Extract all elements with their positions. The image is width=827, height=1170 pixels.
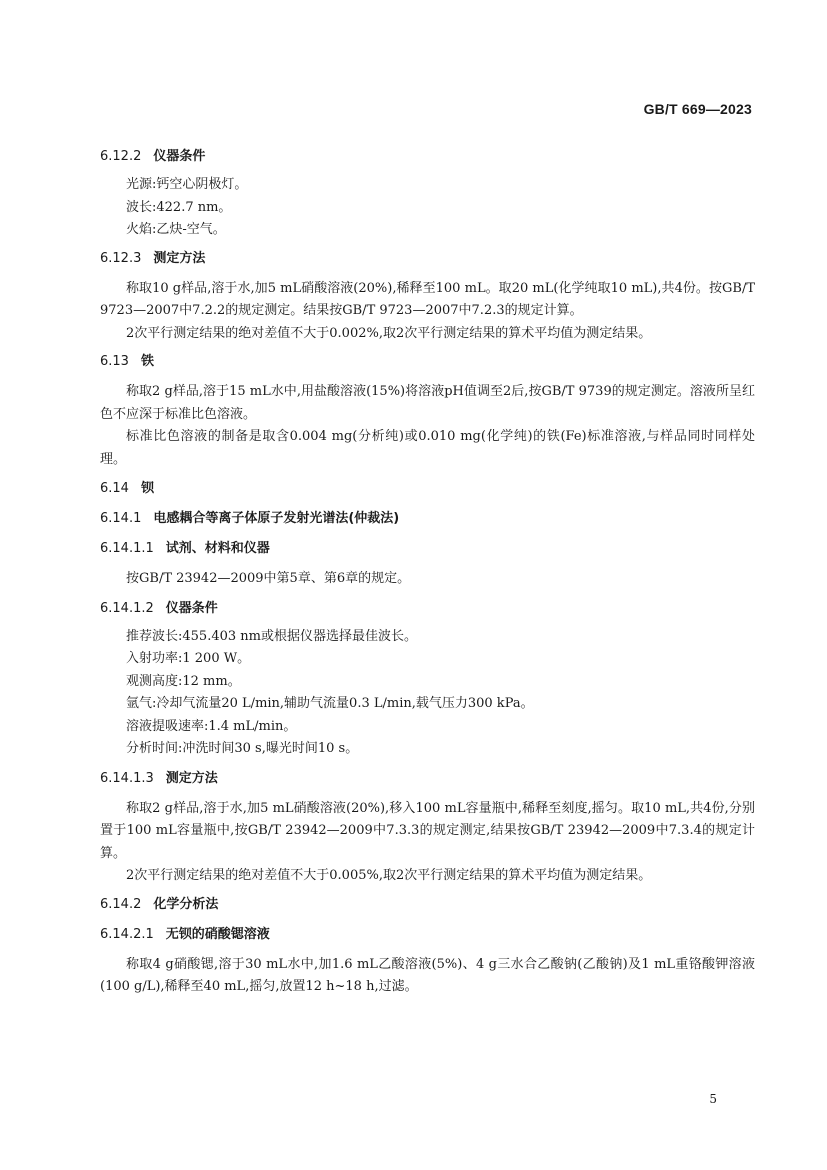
section-title: 铁 [140, 354, 154, 369]
section-heading [100, 248, 755, 270]
text-line: 推荐波长:455.403 nm或根据仪器选择最佳波长。 [126, 628, 417, 644]
section-number: 6.14.1.1 [100, 541, 154, 556]
paragraph: 标准比色溶液的制备是取含0.004 mg(分析纯)或0.010 mg(化学纯)的铁(Fe)标准溶液,与样品同时同样处理。 [100, 429, 755, 467]
section-heading [100, 508, 755, 530]
paragraph: 称取2 g样品,溶于水,加5 mL硝酸溶液(20%),移入100 mL容量瓶中,稀释至刻度,摇匀。取10 mL,共4份,分别置于100 mL容量瓶中,按GB/T 23942—2009中7.3.3的规定测定,结果按GB/T 23942—2009中7.3.4的规定计算。 [100, 800, 755, 861]
section-heading [100, 768, 755, 790]
text-line: 光源:钙空心阴极灯。 [126, 177, 248, 192]
section-number: 6.13 [100, 354, 129, 369]
section-heading [100, 351, 755, 373]
paragraph: 2次平行测定结果的绝对差值不大于0.002%,取2次平行测定结果的算术平均值为测定结果。 [126, 325, 652, 341]
section-heading [100, 538, 755, 560]
section-heading [100, 146, 755, 168]
section-heading [100, 924, 755, 946]
section-title: 电感耦合等离子体原子发射光谱法(仲裁法) [153, 511, 400, 526]
section-title: 测定方法 [165, 770, 218, 786]
text-line: 观测高度:12 mm。 [126, 673, 241, 689]
section-number: 6.14.1.3 [100, 770, 154, 786]
section-number: 6.14.2 [100, 896, 142, 912]
paragraph: 称取10 g样品,溶于水,加5 mL硝酸溶液(20%),稀释至100 mL。取20 mL(化学纯取10 mL),共4份。按GB/T 9723—2007中7.2.2的规定测定。结果按GB/T 9723—2007中7.2.3的规定计算。 [100, 280, 755, 318]
text-line: 分析时间:冲洗时间30 s,曝光时间10 s。 [126, 741, 359, 756]
section-title: 仪器条件 [165, 600, 218, 616]
text-line: 火焰:乙炔-空气。 [126, 222, 226, 237]
section-title: 试剂、材料和仪器 [165, 541, 270, 556]
section-title: 测定方法 [153, 250, 206, 266]
section-number: 6.14.2.1 [100, 926, 154, 942]
section-title: 钡 [140, 481, 154, 496]
section-heading [100, 478, 755, 500]
paragraph: 称取2 g样品,溶于15 mL水中,用盐酸溶液(15%)将溶液pH值调至2后,按GB/T 9739的规定测定。溶液所呈红色不应深于标准比色溶液。 [100, 384, 755, 422]
section-heading [100, 598, 755, 620]
section-title: 化学分析法 [153, 896, 219, 912]
text-line: 氩气:冷却气流量20 L/min,辅助气流量0.3 L/min,载气压力300 kPa。 [126, 696, 534, 711]
section-number: 6.14 [100, 481, 129, 496]
paragraph: 2次平行测定结果的绝对差值不大于0.005%,取2次平行测定结果的算术平均值为测定结果。 [126, 868, 652, 883]
text-line: 入射功率:1 200 W。 [126, 651, 251, 666]
text-line: 波长:422.7 nm。 [126, 199, 232, 215]
section-number: 6.12.3 [100, 250, 142, 266]
section-number: 6.14.1.2 [100, 600, 154, 616]
text-line: 溶液提吸速率:1.4 mL/min。 [126, 718, 297, 734]
section-title: 仪器条件 [153, 149, 206, 164]
paragraph: 按GB/T 23942—2009中第5章、第6章的规定。 [126, 571, 411, 586]
section-heading [100, 894, 755, 916]
document-body [100, 146, 755, 999]
section-title: 无钡的硝酸锶溶液 [165, 926, 270, 942]
page-number: 5 [709, 1092, 717, 1106]
section-number: 6.12.2 [100, 149, 142, 164]
section-number: 6.14.1 [100, 511, 142, 526]
paragraph: 称取4 g硝酸锶,溶于30 mL水中,加1.6 mL乙酸溶液(5%)、4 g三水合乙酸钠(乙酸钠)及1 mL重铬酸钾溶液(100 g/L),稀释至40 mL,摇匀,放置12 h~18 h,过滤。 [100, 956, 755, 994]
standard-code: GB/T 669—2023 [643, 101, 752, 117]
